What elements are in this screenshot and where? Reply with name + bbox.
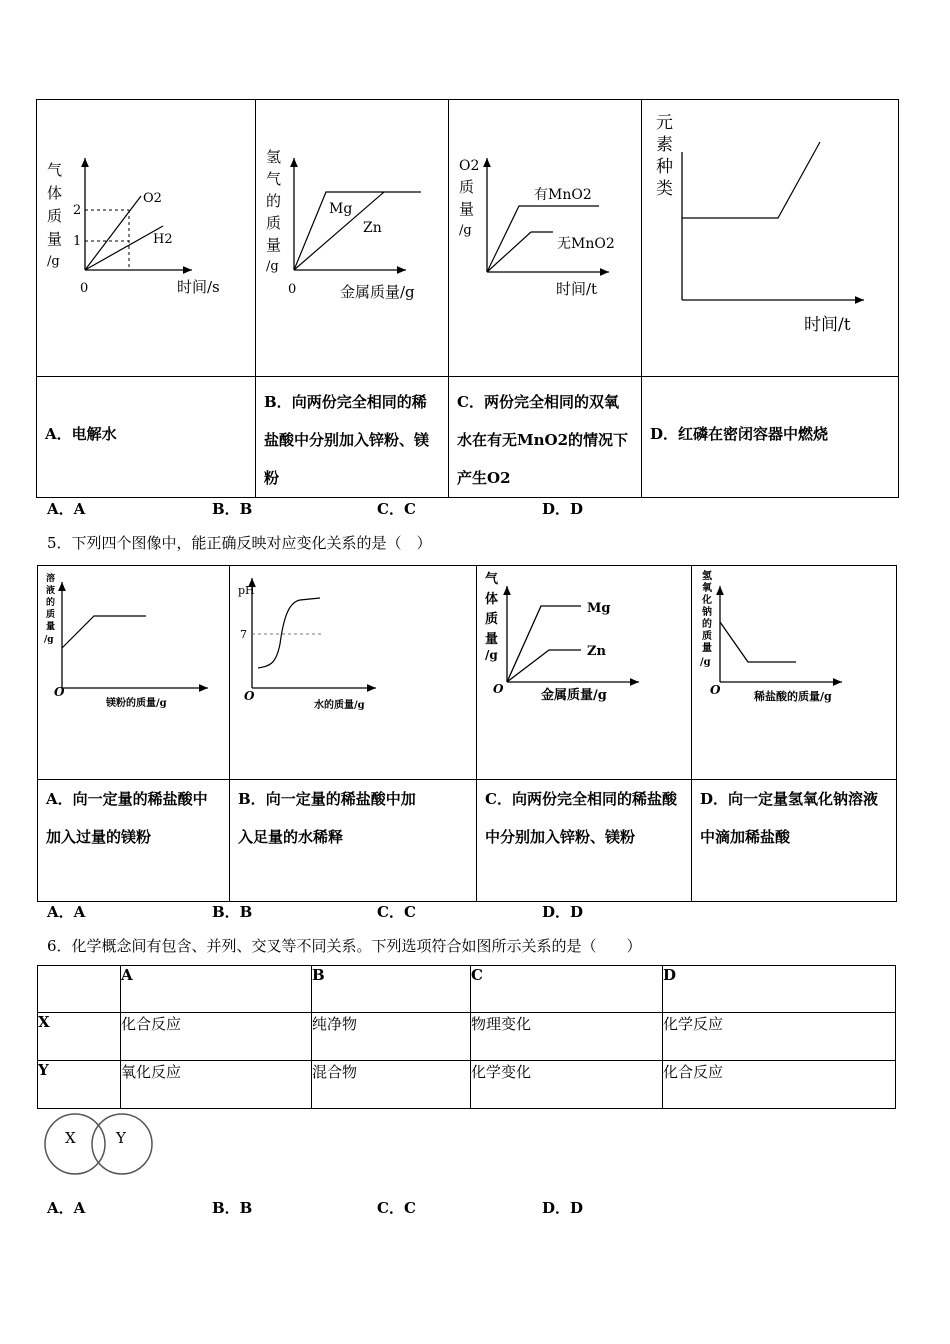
ylabel-2: 氧 [702,583,712,594]
q4-option-b[interactable]: B．B [212,500,253,518]
q5-caption-b [230,780,477,902]
zn-label: Zn [587,644,606,659]
ylabel-1: 氢 [702,571,712,582]
ylabel-1: 氢 [266,148,282,166]
q4-caption-b [256,377,449,498]
q6-table [37,965,896,1109]
q5-option-a[interactable]: A．A [47,903,86,921]
origin: 0 [288,282,297,297]
without-mno2-label: 无MnO2 [557,236,615,252]
ylabel-3: 质 [47,207,63,225]
origin: O [244,689,255,703]
q6-cell: 混合物 [312,1061,471,1109]
venn-label-y: Y [116,1129,126,1147]
q4-option-c[interactable]: C．C [377,500,416,518]
q5-question: 5．下列四个图像中，能正确反映对应变化关系的是（ ） [47,534,432,552]
caption-letter: B． [264,393,292,411]
q5-table [37,565,897,902]
ylabel-3: 的 [46,598,56,608]
caption-letter: A． [46,790,73,808]
ylabel-1: 气 [485,572,499,587]
o2-line [85,196,141,270]
q4-chart-b [256,100,448,372]
q5-chart-b-cell [230,566,477,780]
q4-option-a[interactable]: A．A [47,500,86,518]
origin: O [54,685,65,699]
origin: O [493,682,504,696]
caption-text: 电解水 [71,425,117,443]
tick-7: 7 [240,628,247,641]
q6-cell: 化合反应 [121,1013,312,1061]
ylabel-6: 质 [702,631,712,642]
q4-caption-d [642,377,899,498]
ylabel: pH [238,584,255,597]
ylabel-4: 类 [656,179,673,199]
ylabel-4: 钠 [702,607,712,618]
ylabel-8: /g [700,657,711,668]
q6-option-b[interactable]: B．B [212,1199,253,1217]
q4-chart-a [37,100,255,372]
q5-option-b[interactable]: B．B [212,903,253,921]
venn-label-x: X [65,1129,76,1147]
q6-cell: 物理变化 [471,1013,663,1061]
ylabel-1: O2 [459,158,480,174]
xlabel: 时间/t [804,315,851,335]
q5-chart-c [477,566,691,775]
ylabel-4: 量 [485,632,499,647]
q4-table [36,99,899,498]
mg-label: Mg [587,601,611,616]
ph-curve [258,598,320,668]
ylabel-1: 元 [656,113,673,133]
h2-label: H2 [153,232,173,247]
element-count-line [682,142,820,218]
xlabel: 时间/t [556,280,598,298]
q6-cell: 化学反应 [663,1013,896,1061]
q4-chart-b-cell [256,100,449,377]
origin: O [710,683,721,697]
ylabel-1: 气 [47,161,63,179]
venn-diagram [42,1106,158,1180]
q5-chart-b [230,566,476,775]
ylabel-6: /g [266,259,279,274]
caption-text: 红磷在密闭容器中燃烧 [678,425,829,443]
caption-letter: A． [45,425,72,443]
q5-option-d[interactable]: D．D [542,903,584,921]
q6-cell: 化学变化 [471,1061,663,1109]
q4-option-d[interactable]: D．D [542,500,584,518]
caption-letter: C． [485,790,512,808]
ylabel-3: 量 [459,200,475,218]
with-mno2-label: 有MnO2 [534,187,592,203]
ylabel-4: 质 [266,214,282,232]
ylabel-2: 体 [485,592,499,607]
q5-chart-c-cell [477,566,692,780]
tick-1: 1 [73,234,82,249]
ylabel-2: 质 [459,178,475,196]
q6-header-c: C [471,966,663,1013]
q6-row-y-label: Y [38,1061,121,1109]
q4-caption-a [37,377,256,498]
ylabel-5: 量 [46,622,56,632]
ylabel-5: /g [47,254,60,269]
caption-letter: D． [650,425,679,443]
ylabel-6: /g [44,635,54,645]
caption-text: 向两份完全相同的稀盐酸中分别加入锌粉、镁粉 [264,393,430,487]
ylabel-5: 量 [266,236,282,254]
ylabel-2: 气 [266,170,282,188]
q6-option-c[interactable]: C．C [377,1199,416,1217]
q5-caption-d [692,780,897,902]
xlabel: 水的质量/g [314,700,365,711]
q6-option-a[interactable]: A．A [47,1199,86,1217]
ylabel-1: 溶 [46,574,56,584]
xlabel: 金属质量/g [340,283,415,301]
xlabel: 金属质量/g [541,688,607,703]
q4-caption-c [449,377,642,498]
h2-line [85,226,163,270]
ylabel-3: 的 [266,192,282,210]
xlabel: 稀盐酸的质量/g [754,690,832,703]
ylabel-7: 量 [702,643,712,654]
ylabel-4: 质 [46,610,56,620]
q4-chart-c-cell [449,100,642,377]
caption-text: 两份完全相同的双氧水在有无MnO2的情况下产生O2 [457,393,629,487]
caption-letter: B． [238,790,266,808]
naoh-mass-line [720,622,796,662]
q4-chart-d-cell [642,100,899,377]
q5-chart-a-cell [38,566,230,780]
mg-line [507,606,581,682]
q6-cell: 纯净物 [312,1013,471,1061]
q5-chart-d-cell [692,566,897,780]
ylabel-3: 种 [656,157,673,177]
xlabel: 时间/s [177,278,220,296]
o2-label: O2 [143,191,162,206]
q6-option-d[interactable]: D．D [542,1199,584,1217]
mg-line [294,192,421,270]
ylabel-4: /g [459,223,472,238]
ylabel-2: 素 [656,135,673,155]
caption-text: 向一定量的稀盐酸中加入过量的镁粉 [46,790,208,846]
zn-label: Zn [363,220,382,236]
caption-text: 向一定量的稀盐酸中加入足量的水稀释 [238,790,416,846]
origin: 0 [80,281,89,296]
caption-letter: C． [457,393,484,411]
q5-caption-c [477,780,692,902]
tick-2: 2 [73,203,82,218]
ylabel-3: 质 [485,612,499,627]
solution-mass-line [62,616,146,648]
ylabel-2: 液 [46,586,56,596]
q6-question: 6．化学概念间有包含、并列、交叉等不同关系。下列选项符合如图所示关系的是（ ） [47,937,642,955]
q4-chart-c [449,100,641,372]
q4-chart-a-cell [37,100,256,377]
q5-chart-d [692,566,896,775]
ylabel-5: /g [485,648,498,662]
mg-label: Mg [329,201,353,217]
caption-text: 向两份完全相同的稀盐酸中分别加入锌粉、镁粉 [485,790,677,846]
ylabel-3: 化 [702,595,712,606]
q6-cell: 化合反应 [663,1061,896,1109]
q5-caption-a [38,780,230,902]
ylabel-2: 体 [47,184,63,202]
q6-header-blank [38,966,121,1013]
ylabel-4: 量 [47,230,63,248]
caption-letter: D． [700,790,729,808]
q6-row-x-label: X [38,1013,121,1061]
caption-text: 向一定量氢氧化钠溶液中滴加稀盐酸 [700,790,879,846]
q5-option-c[interactable]: C．C [377,903,416,921]
q6-cell: 氧化反应 [121,1061,312,1109]
q6-header-b: B [312,966,471,1013]
xlabel: 镁粉的质量/g [106,698,167,709]
zn-line [507,650,581,682]
q6-header-a: A [121,966,312,1013]
q4-chart-d [642,100,898,372]
ylabel-5: 的 [702,619,712,630]
q5-chart-a [38,566,229,775]
q6-header-d: D [663,966,896,1013]
